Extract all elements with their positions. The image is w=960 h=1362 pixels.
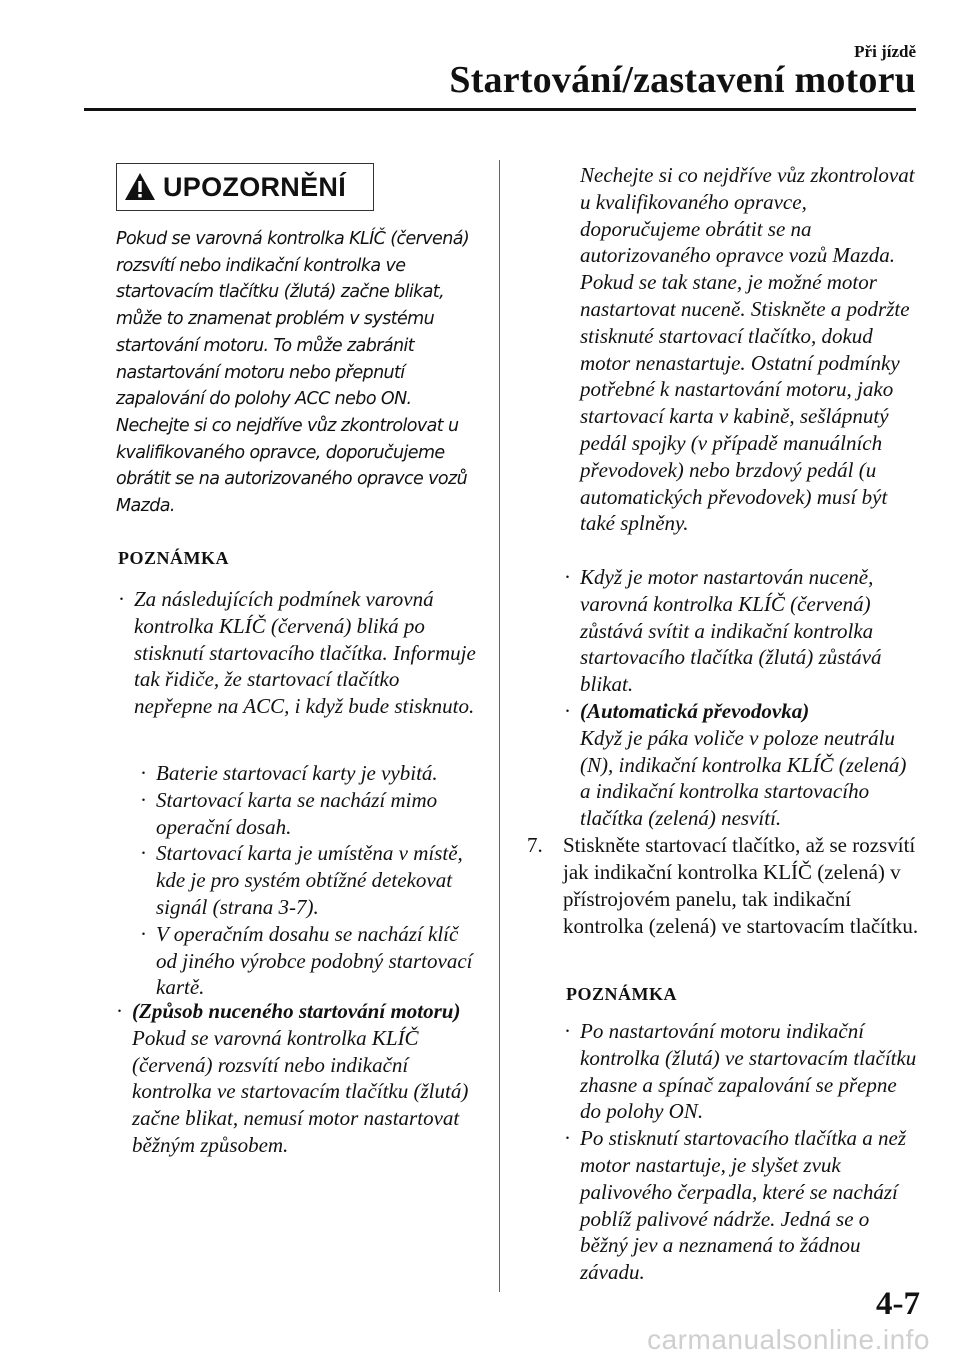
bullet-icon: · (140, 921, 147, 946)
warning-text: Pokud se varovná kontrolka KLÍČ (červená) rozsvítí nebo indikační kontrolka ve startovacím tlačítku (žlutá) začne blikat, může to znamenat problém v systému startování motoru. To může zabránit nastartování motoru nebo přepnutí zapalování do polohy ACC nebo ON. Nechejte si co nejdříve vůz zkontrolovat u kvalifikovaného opravce, doporučujeme obrátit se na autorizovaného opravce vozů Mazda. (116, 229, 470, 517)
force-start-list (114, 998, 476, 1159)
bullet-icon: · (116, 999, 123, 1023)
watermark: carmanualsonline.info (647, 1324, 930, 1355)
bullet-icon: · (564, 698, 571, 723)
list-item (138, 787, 478, 841)
bullet-icon: · (140, 761, 147, 785)
list-item (562, 698, 922, 832)
bullet-icon: · (118, 587, 125, 611)
automatic-text: Když je páka voliče v poloze neutrálu (N), indikační kontrolka KLÍČ (zelená) a indikační kontrolka startovacího tlačítka (zelená) nesvítí. (580, 725, 907, 831)
note-list (562, 1018, 922, 1286)
sub-item-text: Startovací karta je umístěna v místě, kde je pro systém obtížné detekovat signál (strana 3-7). (156, 841, 463, 919)
sub-item-text: V operačním dosahu se nachází klíč od jiného výrobce podobný startovací kartě. (156, 921, 473, 1000)
automatic-title: (Automatická převodovka) (580, 698, 810, 723)
list-item (114, 998, 476, 1159)
header-rule (84, 108, 916, 111)
list-item (562, 564, 922, 698)
page-title: Startování/zastavení motoru (449, 59, 916, 101)
page-number: 4-7 (876, 1286, 920, 1322)
list-item (116, 586, 476, 720)
warning-box (116, 163, 374, 211)
sub-item-text: Baterie startovací karty je vybitá. (156, 761, 438, 785)
bullet-icon: · (140, 841, 147, 866)
bullet-icon: · (564, 1126, 571, 1151)
note-item-text: Za následujících podmínek varovná kontrolka KLÍČ (červená) bliká po stisknutí startovacího tlačítka. Informuje tak řidiče, že startovací tlačítko nepřepne na ACC, i když bude stisknuto. (134, 587, 476, 719)
force-start-continued: Nechejte si co nejdříve vůz zkontrolovat u kvalifikovaného opravce, doporučujeme obrátit se na autorizovaného opravce vozů Mazda. Pokud se tak stane, je možné motor nastartovat nuceně. Stiskněte a podržte stisknuté startovací tlačítko, dokud motor nenastartuje. Ostatní podmínky potřebné k nastartování motoru, jako startovací karta v kabině, sešlápnutý pedál spojky (v případě manuálních převodovek) nebo brzdový pedál (u automatických převodovek) musí být také splněny. (580, 163, 915, 536)
note-heading: POZNÁMKA (566, 984, 677, 1004)
list-item (562, 1125, 922, 1286)
bullet-icon: · (564, 565, 571, 589)
note-item-text: Po stisknutí startovacího tlačítka a než motor nastartuje, je slyšet zvuk palivového čerpadla, které se nachází poblíž palivové nádrže. Jedná se o běžný jev a neznamená to žádnou závadu. (580, 1126, 907, 1285)
column-divider (499, 160, 500, 1292)
force-start-title: (Způsob nuceného startování motoru) (132, 999, 461, 1023)
bullet-icon: · (564, 1019, 571, 1043)
warning-title: UPOZORNĚNÍ (163, 171, 347, 202)
step-7 (527, 832, 919, 940)
note-item-text: Když je motor nastartován nuceně, varovná kontrolka KLÍČ (červená) zůstává svítit a indikační kontrolka startovacího tlačítka (žlutá) zůstává blikat. (580, 565, 882, 697)
list-item (138, 840, 478, 920)
force-start-text: Pokud se varovná kontrolka KLÍČ (červená) rozsvítí nebo indikační kontrolka ve startovacím tlačítku (žlutá) začne blikat, nemusí motor nastartovat běžným způsobem. (132, 1025, 469, 1157)
sub-list (138, 760, 478, 1001)
list-item (562, 1018, 922, 1125)
note-item-text: Po nastartování motoru indikační kontrolka (žlutá) ve startovacím tlačítku zhasne a spínač zapalování se přepne do polohy ON. (580, 1019, 917, 1124)
warning-triangle-icon (123, 171, 157, 203)
list-item (138, 760, 478, 787)
step-text: Stiskněte startovací tlačítko, až se rozsvítí jak indikační kontrolka KLÍČ (zelená) v přístrojovém panelu, tak indikační kontrolka (zelená) ve startovacím tlačítku. (563, 833, 919, 938)
header-section-label: Při jízdě (854, 42, 916, 61)
step-number: 7. (527, 833, 543, 857)
note-list (116, 586, 476, 720)
bullet-icon: · (140, 787, 147, 812)
sub-item-text: Startovací karta se nachází mimo operační dosah. (156, 787, 438, 839)
note-heading: POZNÁMKA (118, 548, 229, 568)
note-list-continued (562, 564, 922, 832)
list-item (138, 921, 478, 1001)
